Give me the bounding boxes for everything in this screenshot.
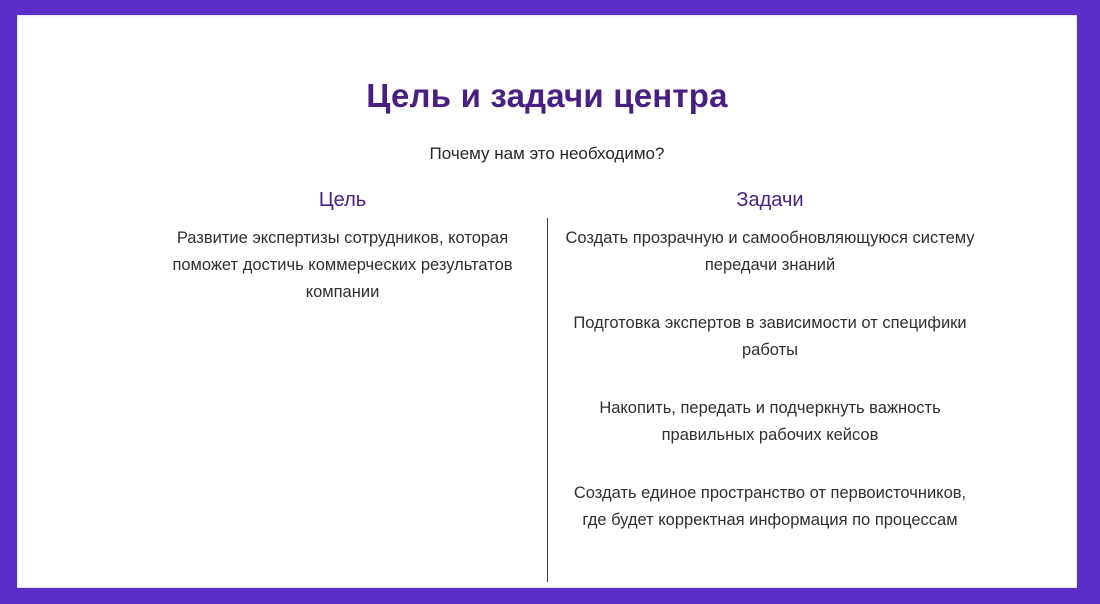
task-paragraph: Подготовка экспертов в зависимости от специфики работы bbox=[573, 314, 967, 359]
task-paragraph: Создать единое пространство от первоисточников, где будет корректная информация по процессам bbox=[573, 484, 967, 529]
tasks-column-header: Задачи bbox=[736, 189, 804, 211]
task-paragraph: Создать прозрачную и самообновляющуюся систему передачи знаний bbox=[565, 229, 975, 274]
goal-column bbox=[150, 189, 535, 337]
goal-column-header: Цель bbox=[318, 189, 367, 211]
slide-canvas bbox=[17, 15, 1077, 588]
task-paragraph: Накопить, передать и подчеркнуть важность правильных рабочих кейсов bbox=[599, 399, 941, 444]
slide-title: Цель и задачи центра bbox=[366, 77, 728, 114]
goal-paragraph: Развитие экспертизы сотрудников, которая поможет достичь коммерческих результатов компании bbox=[172, 229, 513, 301]
column-divider bbox=[547, 218, 548, 582]
slide-subtitle: Почему нам это необходимо? bbox=[429, 144, 665, 163]
tasks-column bbox=[560, 189, 980, 565]
